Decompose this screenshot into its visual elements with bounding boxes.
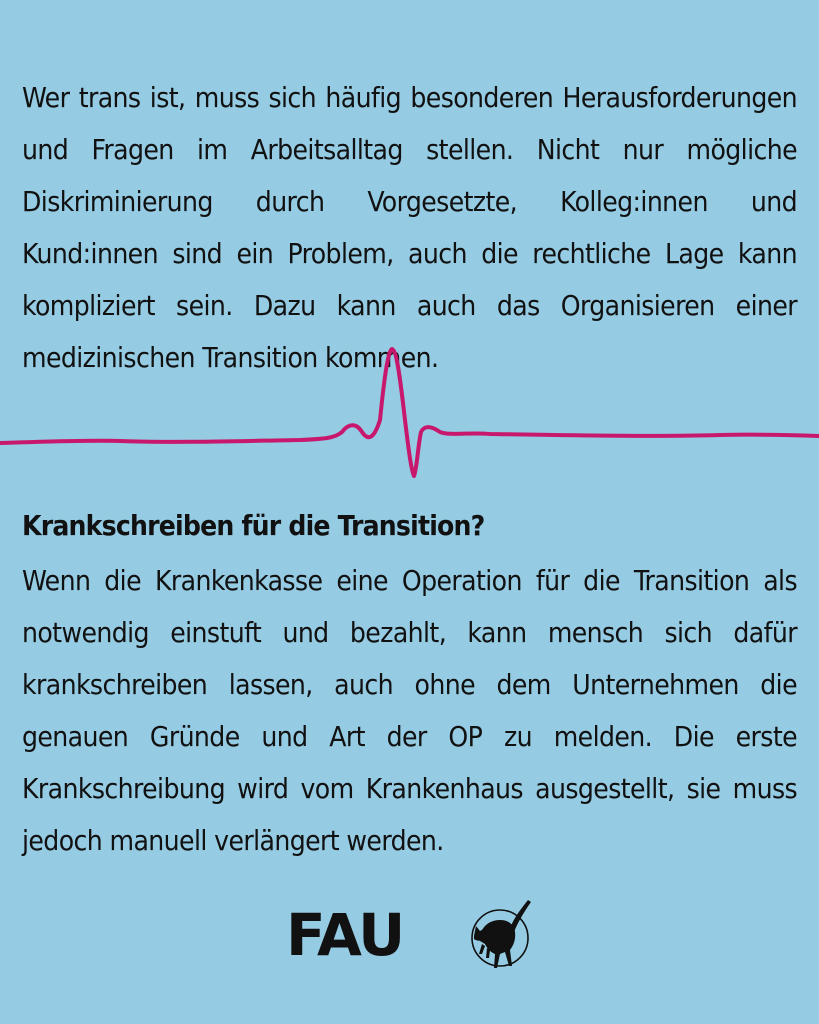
section-heading: Krankschreiben für die Transition? [22, 509, 485, 542]
intro-paragraph: Wer trans ist, muss sich häufig besonderen Herausforderungen und Fragen im Arbeitsalltag stellen. Nicht nur mögliche Diskriminierung durch Vorgesetzte, Kolleg:innen und Kund:innen sind ein Problem, auch die rechtliche Lage kann kompliziert sein. Dazu kann auch das Organisieren einer medizinischen Transition kommen. [22, 81, 797, 374]
fau-wordmark [286, 905, 456, 961]
fau-logo [286, 893, 536, 973]
section-paragraph: Wenn die Krankenkasse eine Operation für die Transition als notwendig einstuft und bezahlt, kann mensch sich dafür krankschreiben lassen, auch ohne dem Unternehmen die genauen Gründe und Art der OP zu melden. Die erste Krankschreibung wird vom Krankenhaus ausgestellt, sie muss jedoch manuell verlängert werden. [22, 564, 797, 857]
black-cat-icon [470, 896, 536, 972]
fau-logo-text: FAU [286, 905, 404, 961]
heartbeat-line-icon [0, 340, 819, 490]
